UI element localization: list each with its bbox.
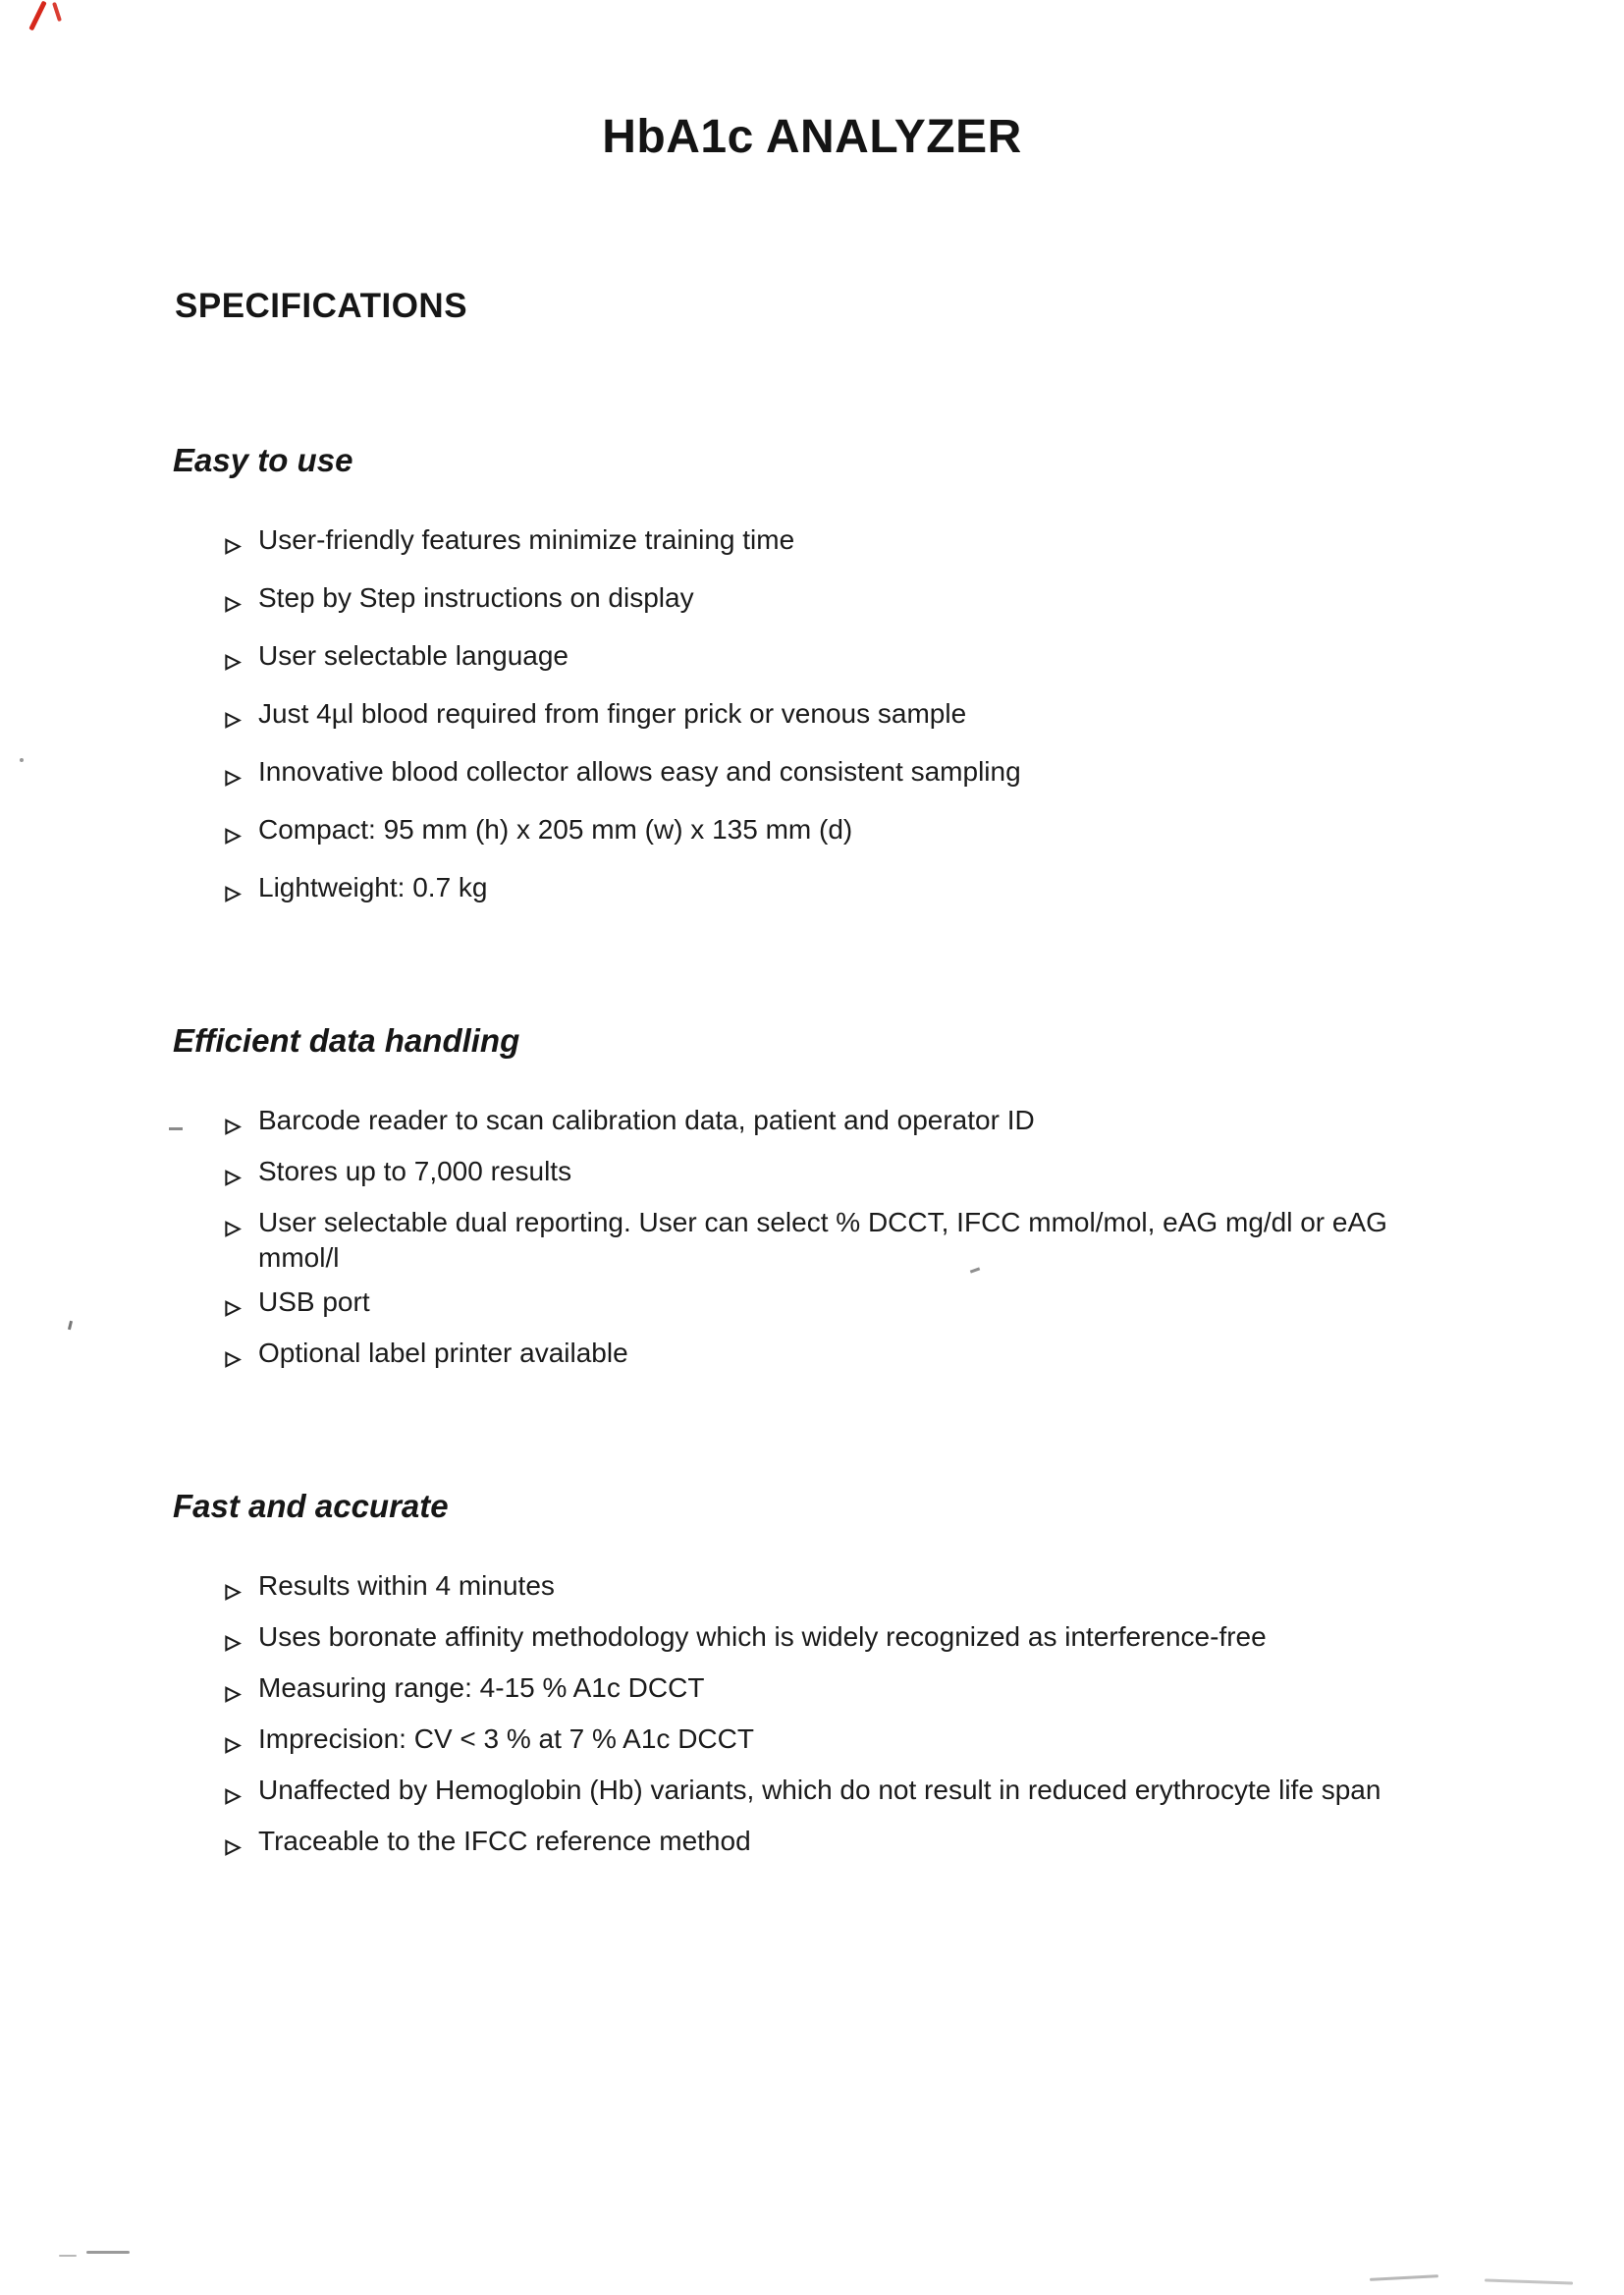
list-item <box>224 1336 1471 1378</box>
arrow-bullet-icon <box>224 1212 243 1247</box>
arrow-bullet-icon <box>224 761 243 796</box>
arrow-bullet-icon <box>224 703 243 738</box>
list-item-text: User-friendly features minimize training time <box>258 524 795 555</box>
list-item-text: Innovative blood collector allows easy and consistent sampling <box>258 756 1021 787</box>
section-heading-easy-to-use: Easy to use <box>173 442 353 478</box>
fast-and-accurate-list <box>0 1568 1624 1866</box>
arrow-bullet-icon <box>224 1575 243 1611</box>
easy-to-use-list <box>0 522 1624 912</box>
list-item <box>224 1568 1471 1611</box>
list-item <box>224 1619 1471 1662</box>
section-heading-efficient-data-handling: Efficient data handling <box>173 1022 520 1059</box>
arrow-bullet-icon <box>224 529 243 565</box>
list-item <box>224 1205 1471 1276</box>
list-item <box>224 696 1471 738</box>
list-item <box>224 522 1471 565</box>
list-item-text: Imprecision: CV < 3 % at 7 % A1c DCCT <box>258 1723 754 1754</box>
scan-speck <box>20 758 24 762</box>
list-item-text: User selectable language <box>258 640 568 671</box>
list-item <box>224 870 1471 912</box>
list-item <box>224 638 1471 681</box>
list-item-text: USB port <box>258 1286 370 1317</box>
arrow-bullet-icon <box>224 1291 243 1327</box>
arrow-bullet-icon <box>224 645 243 681</box>
arrow-bullet-icon <box>224 1831 243 1866</box>
list-item <box>224 1103 1471 1145</box>
list-item <box>224 1773 1471 1815</box>
list-item <box>224 1824 1471 1866</box>
list-item <box>224 1154 1471 1196</box>
document-title: HbA1c ANALYZER <box>602 111 1022 163</box>
scan-edge-smudge <box>1485 2278 1573 2284</box>
list-item <box>224 1670 1471 1713</box>
list-item-text: Traceable to the IFCC reference method <box>258 1826 751 1856</box>
list-item-text: Compact: 95 mm (h) x 205 mm (w) x 135 mm (d) <box>258 814 853 845</box>
list-item-text: Optional label printer available <box>258 1338 628 1368</box>
section-heading-fast-and-accurate: Fast and accurate <box>173 1488 449 1524</box>
arrow-bullet-icon <box>224 877 243 912</box>
list-item-text: Step by Step instructions on display <box>258 582 694 613</box>
arrow-bullet-icon <box>224 1161 243 1196</box>
scan-edge-smudge <box>1370 2274 1438 2281</box>
list-item-text: Stores up to 7,000 results <box>258 1156 572 1186</box>
scan-speck <box>169 1127 183 1130</box>
scan-edge-smudge <box>59 2255 77 2257</box>
arrow-bullet-icon <box>224 1626 243 1662</box>
arrow-bullet-icon <box>224 1728 243 1764</box>
arrow-bullet-icon <box>224 819 243 854</box>
list-item-text: Results within 4 minutes <box>258 1570 555 1601</box>
arrow-bullet-icon <box>224 1779 243 1815</box>
list-item-text: Measuring range: 4-15 % A1c DCCT <box>258 1672 705 1703</box>
arrow-bullet-icon <box>224 1677 243 1713</box>
arrow-bullet-icon <box>224 587 243 623</box>
specifications-heading: SPECIFICATIONS <box>175 287 468 325</box>
list-item <box>224 754 1471 796</box>
list-item <box>224 1721 1471 1764</box>
scan-edge-smudge <box>86 2251 130 2254</box>
list-item-text: Uses boronate affinity methodology which is widely recognized as interference-free <box>258 1621 1267 1652</box>
efficient-data-handling-list <box>0 1103 1624 1378</box>
list-item <box>224 580 1471 623</box>
list-item-text: Just 4µl blood required from finger prick or venous sample <box>258 698 967 729</box>
list-item <box>224 812 1471 854</box>
list-item <box>224 1284 1471 1327</box>
list-item-text: User selectable dual reporting. User can select % DCCT, IFCC mmol/mol, eAG mg/dl or eAG mmol/l <box>258 1207 1387 1273</box>
list-item-text: Barcode reader to scan calibration data, patient and operator ID <box>258 1105 1035 1135</box>
list-item-text: Unaffected by Hemoglobin (Hb) variants, which do not result in reduced erythrocyte life span <box>258 1775 1381 1805</box>
arrow-bullet-icon <box>224 1342 243 1378</box>
arrow-bullet-icon <box>224 1110 243 1145</box>
list-item-text: Lightweight: 0.7 kg <box>258 872 488 902</box>
